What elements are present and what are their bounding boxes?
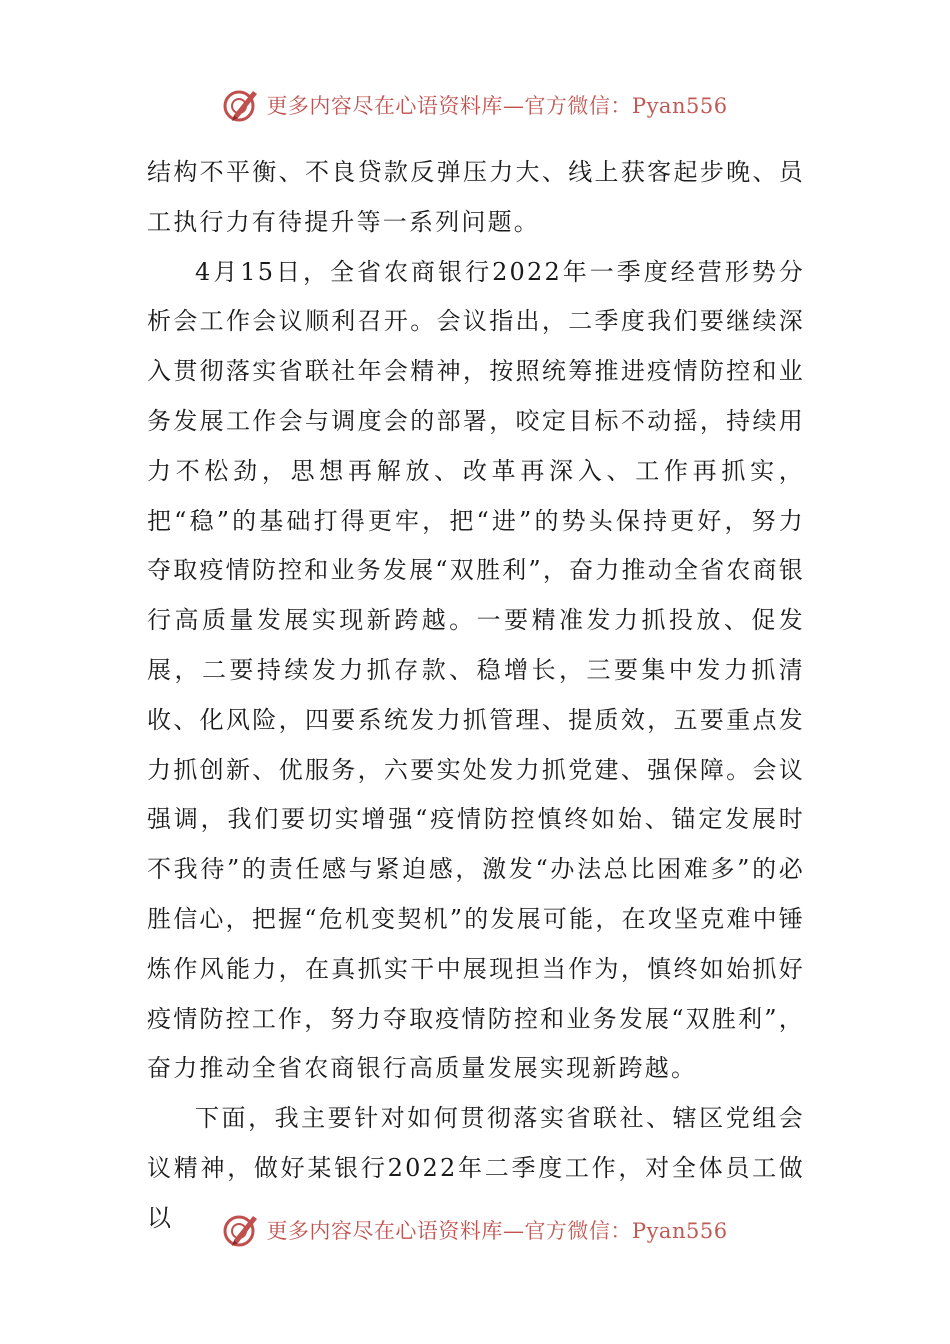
paragraph-2: 4月15日，全省农商银行2022年一季度经营形势分析会工作会议顺利召开。会议指出，二季度我们要继续深入贯彻落实省联社年会精神，按照统筹推进疫情防控和业务发展工作会与调度会的部署，咬定目标不动摇，持续用力不松劲，思想再解放、改革再深入、工作再抓实，把“稳”的基础打得更牢，把“进”的势头保持更好，努力夺取疫情防控和业务发展“双胜利”，奋力推动全省农商银行高质量发展实现新跨越。一要精准发力抓投放、促发展，二要持续发力抓存款、稳增长，三要集中发力抓清收、化风险，四要系统发力抓管理、提质效，五要重点发力抓创新、优服务，六要实处发力抓党建、强保障。会议强调，我们要切实增强“疫情防控慎终如始、锚定发展时不我待”的责任感与紧迫感，激发“办法总比困难多”的必胜信心，把握“危机变契机”的发展可能，在攻坚克难中锤炼作风能力，在真抓实干中展现担当作为，慎终如始抓好疫情防控工作，努力夺取疫情防控和业务发展“双胜利”，奋力推动全省农商银行高质量发展实现新跨越。 bbox=[147, 257, 805, 1083]
paragraph-3: 下面，我主要针对如何贯彻落实省联社、辖区党组会议精神，做好某银行2022年二季度工作，对全体员工做以 bbox=[147, 1104, 805, 1232]
pen-logo-icon bbox=[222, 85, 262, 125]
watermark-separator: — bbox=[502, 94, 525, 118]
header-watermark bbox=[0, 82, 950, 128]
watermark-main-text: 更多内容尽在心语资料库 bbox=[266, 1219, 503, 1243]
watermark-wechat-text: 官方微信：Pyan556 bbox=[524, 1219, 728, 1243]
watermark-wechat-text: 官方微信：Pyan556 bbox=[524, 94, 728, 118]
paragraph-1: 结构不平衡、不良贷款反弹压力大、线上获客起步晚、员工执行力有待提升等一系列问题。 bbox=[147, 158, 805, 236]
document-body bbox=[147, 148, 805, 1244]
watermark-main-text: 更多内容尽在心语资料库 bbox=[266, 94, 503, 118]
watermark-text bbox=[266, 1215, 727, 1245]
pen-logo-icon bbox=[222, 1210, 262, 1250]
watermark-text bbox=[266, 90, 727, 120]
watermark-separator: — bbox=[502, 1219, 525, 1243]
footer-watermark bbox=[0, 1207, 950, 1253]
